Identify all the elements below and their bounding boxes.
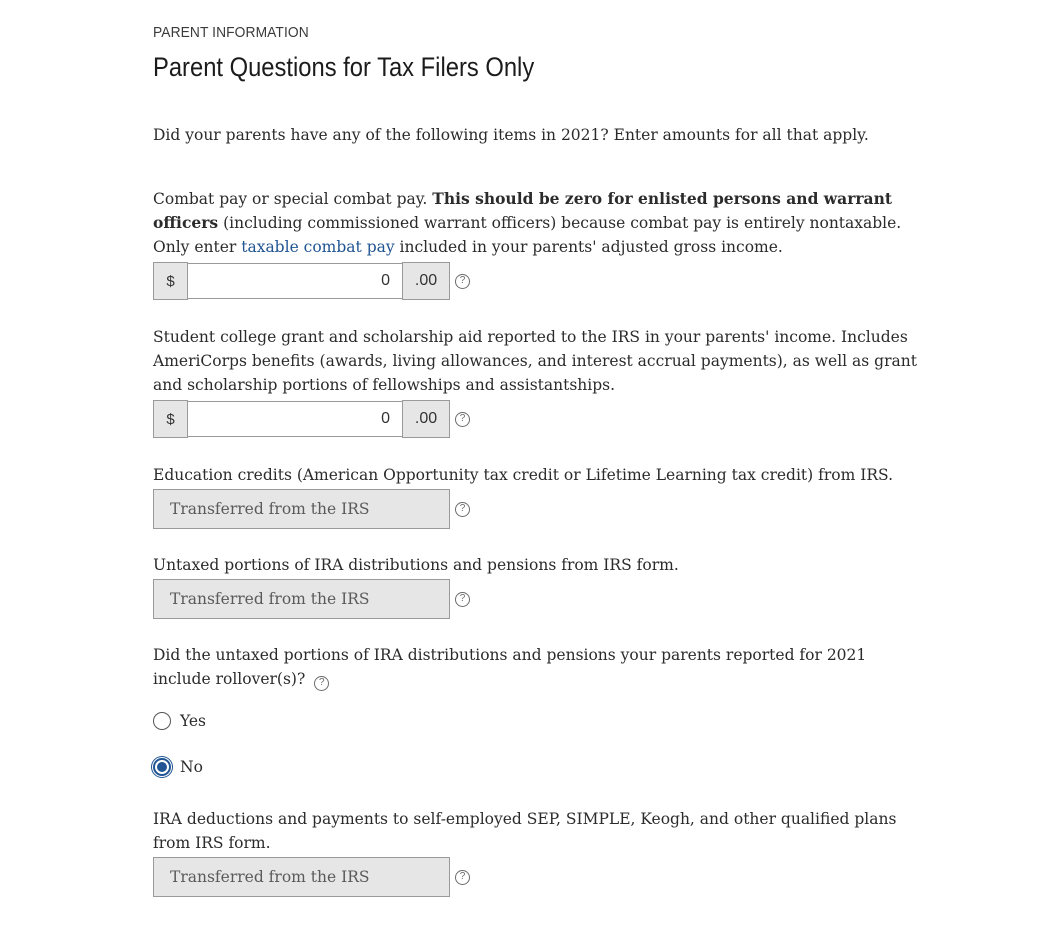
education-credits-field: Transferred from the IRS xyxy=(153,489,450,529)
ira-deductions-question: IRA deductions and payments to self-employed SEP, SIMPLE, Keogh, and other qualified plans from IRS form. xyxy=(153,810,897,852)
section-label: PARENT INFORMATION xyxy=(153,24,309,41)
education-credits-field-group xyxy=(153,489,470,529)
combat-pay-text-c: included in your parents' adjusted gross income. xyxy=(394,238,783,256)
untaxed-ira-field: Transferred from the IRS xyxy=(153,579,450,619)
rollover-question-text: Did the untaxed portions of IRA distributions and pensions your parents reported for 2021 include rollover(s)? xyxy=(153,646,867,688)
help-icon[interactable]: ? xyxy=(455,412,470,427)
radio-option-no[interactable] xyxy=(153,755,203,779)
combat-pay-text-b: (including commissioned warrant officers) because combat pay is entirely nontaxable. Only enter xyxy=(153,214,902,256)
combat-pay-question xyxy=(153,187,923,259)
cents-suffix: .00 xyxy=(402,262,450,300)
intro-text: Did your parents have any of the following items in 2021? Enter amounts for all that apply. xyxy=(153,126,869,144)
radio-label-no[interactable]: No xyxy=(180,758,203,776)
radio-button-yes[interactable] xyxy=(153,712,171,730)
radio-label-yes[interactable]: Yes xyxy=(180,712,207,730)
grant-aid-input[interactable]: 0 xyxy=(188,401,402,437)
combat-pay-amount-group xyxy=(153,262,470,300)
dollar-prefix: $ xyxy=(153,400,188,438)
radio-button-no[interactable] xyxy=(153,758,171,776)
rollover-question xyxy=(153,643,923,691)
help-icon[interactable]: ? xyxy=(455,502,470,517)
cents-suffix: .00 xyxy=(402,400,450,438)
ira-deductions-field: Transferred from the IRS xyxy=(153,857,450,897)
help-icon[interactable]: ? xyxy=(455,870,470,885)
ira-deductions-field-group xyxy=(153,857,470,897)
combat-pay-input[interactable]: 0 xyxy=(188,263,402,299)
help-icon[interactable]: ? xyxy=(455,592,470,607)
grant-aid-amount-group xyxy=(153,400,470,438)
untaxed-ira-question: Untaxed portions of IRA distributions and pensions from IRS form. xyxy=(153,556,679,574)
page-title: Parent Questions for Tax Filers Only xyxy=(153,52,535,82)
radio-option-yes[interactable] xyxy=(153,709,206,733)
education-credits-question: Education credits (American Opportunity tax credit or Lifetime Learning tax credit) from IRS. xyxy=(153,466,893,484)
help-icon[interactable]: ? xyxy=(455,274,470,289)
dollar-prefix: $ xyxy=(153,262,188,300)
grant-aid-question: Student college grant and scholarship aid reported to the IRS in your parents' income. Includes AmeriCorps benefits (awards, living allowances, and interest accrual payments), as well as grant and scholarship portions of fellowships and assistantships. xyxy=(153,328,917,394)
combat-pay-text-a: Combat pay or special combat pay. xyxy=(153,190,433,208)
taxable-combat-pay-link[interactable]: taxable combat pay xyxy=(241,238,395,256)
combat-pay-bold-text: This should be zero for enlisted persons and warrant officers xyxy=(153,189,892,232)
untaxed-ira-field-group xyxy=(153,579,470,619)
help-icon[interactable]: ? xyxy=(314,676,329,691)
